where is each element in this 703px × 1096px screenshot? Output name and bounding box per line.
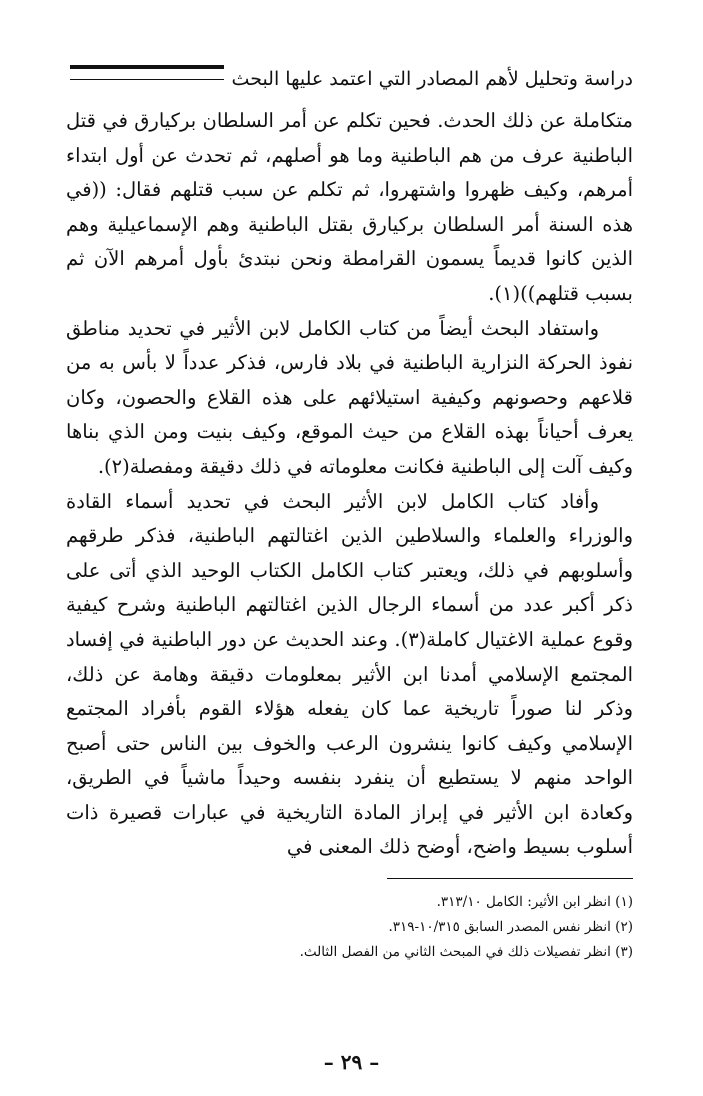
body-text	[66, 104, 633, 865]
running-header	[70, 62, 633, 96]
footnote-separator	[387, 878, 633, 879]
paragraph: وأفاد كتاب الكامل لابن الأثير البحث في تحديد أسماء القادة والوزراء والعلماء والسلاطين الذين اغتالتهم الباطنية، فذكر طرقهم وأسلوبهم في ذلك، ويعتبر كتاب الكامل الكتاب الوحيد الذي أتى على ذكر أكبر عدد من أسماء الرجال الذين اغتالتهم الباطنية وشرح كيفية وقوع عملية الاغتيال كاملة(٣). وعند الحديث عن دور الباطنية في إفساد المجتمع الإسلامي أمدنا ابن الأثير بمعلومات دقيقة وهامة عن ذلك، وذكر لنا صوراً تاريخية عما كان يفعله هؤلاء القوم بأفراد المجتمع الإسلامي وكيف كانوا ينشرون الرعب والخوف بين الناس حتى أصبح الواحد منهم لا يستطيع أن ينفرد بنفسه وحيداً ماشياً في الطريق، وكعادة ابن الأثير في إبراز المادة التاريخية في عبارات قصيرة ذات أسلوب بسيط واضح، أوضح ذلك المعنى في	[66, 489, 633, 859]
paragraph: متكاملة عن ذلك الحدث. فحين تكلم عن أمر السلطان بركيارق في قتل الباطنية عرف من هم الباطنية وما هو أصلهم، ثم تحدث عن أول ابتداء أمرهم، وكيف ظهروا واشتهروا، ثم تكلم عن سبب قتلهم فقال: ((في هذه السنة أمر السلطان بركيارق بقتل الباطنية وهم الإسماعيلية وهم الذين كانوا قديماً يسمون القرامطة ونحن نبتدئ بأول أمرهم الآن ثم بسبب قتلهم))(١).	[66, 109, 633, 305]
footnote: (٢) انظر نفس المصدر السابق ١٠/٣١٥-٣١٩.	[388, 919, 633, 935]
header-rule	[70, 65, 224, 80]
page-number: – ٢٩ –	[323, 1050, 380, 1074]
header-title: دراسة وتحليل لأهم المصادر التي اعتمد عليها البحث	[231, 68, 633, 90]
paragraph: واستفاد البحث أيضاً من كتاب الكامل لابن الأثير في تحديد مناطق نفوذ الحركة النزارية الباطنية في بلاد فارس، فذكر عدداً لا بأس به من قلاعهم وحصونهم وكيفية استيلائهم على هذه القلاع والحصون، وكان يعرف أحياناً بهذه القلاع من حيث الموقع، وكيف بنيت ومن الذي بناها وكيف آلت إلى الباطنية فكانت معلوماته في ذلك دقيقة ومفصلة(٢).	[66, 316, 633, 478]
footnote: (١) انظر ابن الأثير: الكامل ٣١٣/١٠.	[436, 894, 633, 910]
footnotes	[66, 890, 633, 965]
footnote: (٣) انظر تفصيلات ذلك في المبحث الثاني من الفصل الثالث.	[299, 944, 633, 960]
